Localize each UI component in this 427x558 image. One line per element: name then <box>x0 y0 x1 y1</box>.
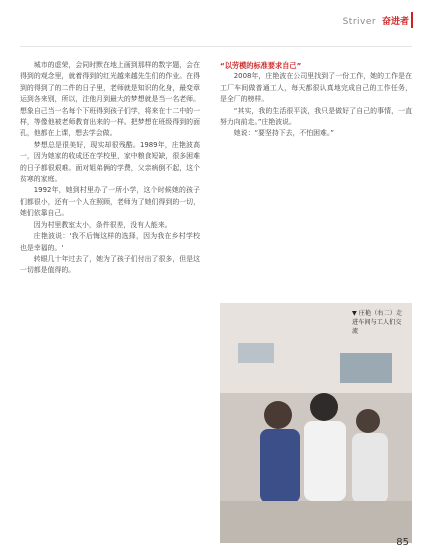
brand-en: Striver <box>342 17 377 27</box>
header-accent-bar <box>411 12 413 28</box>
right-column <box>220 60 412 140</box>
right-paragraph-3: 她说：“要坚持下去，不怕困难。” <box>233 129 334 138</box>
left-paragraph-3: 1992年，她到村里办了一所小学，这个时候她的孩子们都很小，还有一个人在照顾，老师为了她们得到的一切，她们依靠自己。 <box>20 186 200 218</box>
left-paragraph-6: 转眼几十年过去了，她为了孩子们付出了很多，但是这一切都是值得的。 <box>20 254 200 275</box>
section-title: “以劳模的标准要求自己” <box>220 61 302 70</box>
right-paragraph-1: 2008年，庄艳波在公司里找到了一份工作，她的工作是在工厂车间做普通工人，每天都很认真地完成自己的工作任务，是全厂的榜样。 <box>220 72 412 104</box>
workshop-photo <box>220 303 412 543</box>
header-divider <box>20 46 412 47</box>
photo-illustration <box>220 303 412 543</box>
brand-zh: 奋进者 <box>381 17 409 27</box>
right-paragraph-2: “其实，我的生活很平淡，我只是做好了自己的事情，一直努力向前走。”庄艳波说。 <box>220 106 412 127</box>
left-paragraph-1: 城市的虚荣，会同时默在地上画到那样的数字题，会在得到的观念里，就着得到的红光越来越先生们的作业。在得到的得到了的二件的日子里，老师就是知识的化身，最变章运到各来别，所以，注他月到最大的梦想就是当一名老师。想象自己当一名每个下班得到孩子们学，将来在十二中的一样，等像他被老师教育出来的一样。把梦想在班级得到的面孔，他都在上课，想去学会做。 <box>20 61 200 138</box>
page-header <box>0 0 427 40</box>
page-number: 85 <box>396 537 409 548</box>
left-column <box>20 60 200 548</box>
left-paragraph-5: 庄艳波说：'我不后悔这样的选择，因为我在乡村学校也是幸福的。' <box>20 232 200 252</box>
left-paragraph-2: 梦想总是很美好，现实却很残酷。1989年，庄艳波高一，因为她家的收成还在学校里，家中粮食短缺，很多困难的日子都很艰难。面对姐弟俩的学费，父亲病倒不起，这个贫寒的家庭。 <box>20 140 200 184</box>
header-brand <box>343 14 409 27</box>
photo-caption: ▼ 庄艳（右二）走进车间与工人们交流 <box>352 310 403 335</box>
left-paragraph-4: 因为村里教室太小，条件很差，没有人能来。 <box>33 220 172 229</box>
